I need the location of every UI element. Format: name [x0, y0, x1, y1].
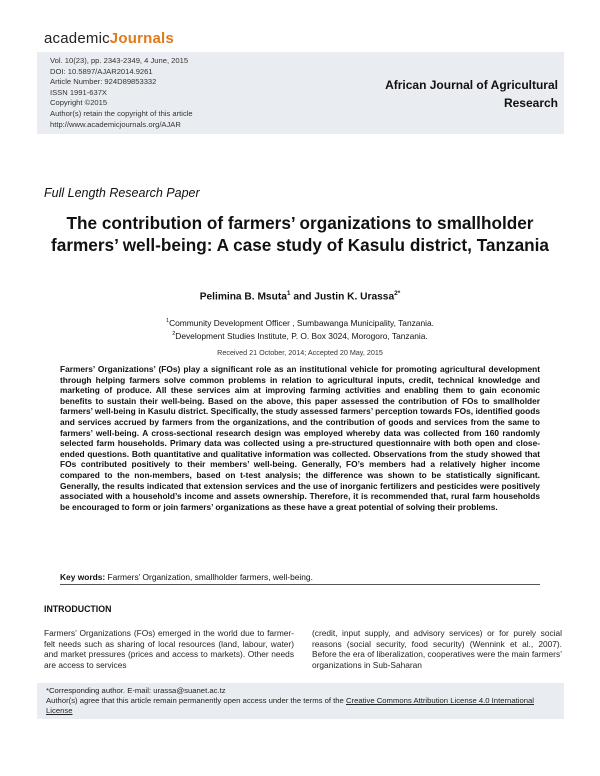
- received-accepted-dates: Received 21 October, 2014; Accepted 20 May, 2015: [217, 348, 383, 357]
- introduction-heading: INTRODUCTION: [44, 604, 112, 614]
- introduction-column-right: (credit, input supply, and advisory services) or for purely social reasons (social security, food security) (Wennink et al., 2007). Before the era of liberalization, cooperatives were the main farmers’ organizations in Sub-Saharan: [312, 628, 562, 670]
- affiliation-2: [0, 329, 600, 342]
- issn: ISSN 1991-637X: [50, 87, 107, 97]
- affiliation-1: [0, 316, 600, 329]
- journal-name-line2: Research: [503, 96, 558, 110]
- author-2: Justin K. Urassa: [314, 291, 395, 303]
- affiliations: [0, 316, 600, 342]
- affiliation-2-mark: 2: [172, 330, 176, 337]
- license-link[interactable]: Creative Commons Attribution License 4.0 International License: [46, 696, 534, 716]
- keywords-divider: [60, 584, 540, 585]
- license-notice: [46, 696, 558, 716]
- copyright: Copyright ©2015: [50, 98, 108, 108]
- article-number: Article Number: 924D89853332: [50, 77, 157, 87]
- article-metadata: [50, 56, 193, 130]
- keywords-text: Farmers’ Organization, smallholder farmers, well-being.: [105, 572, 313, 582]
- keywords: [60, 572, 540, 582]
- publisher-logo-highlight: Journals: [109, 30, 174, 47]
- author-1-affiliation-mark: 1: [286, 290, 291, 297]
- publisher-logo: [44, 30, 174, 47]
- journal-url[interactable]: http://www.academicjournals.org/AJAR: [50, 119, 181, 129]
- journal-name-line1: African Journal of Agricultural: [385, 78, 558, 92]
- affiliation-2-text: Development Studies Institute, P. O. Box 3024, Morogoro, Tanzania.: [175, 330, 428, 341]
- abstract: Farmers’ Organizations’ (FOs) play a significant role as an institutional vehicle for promoting agricultural development through helping farmers solve common problems in relation to agricultural inputs, credit, technical knowledge and marketing of produce. All these services aim at improving farming activities and enabling them to gain economic benefits to sustain their well-being. Based on the above, this paper assessed the contribution of FOs to smallholder farmers’ well-being in Kasulu district. Specifically, the study assessed farmers’ perception towards FOs, identified goods and services accrued by farmers from the organizations, and the contribution of goods and services from the same to farmers’ well-being. A cross-sectional research design was employed whereby data was collected from 160 randomly selected farm households. Primary data was collected using a pre-structured questionnaire with both open and close-ended questions. Both quantitative and qualitative information was collected. Observations from the study showed that FOs contributed positively to their members’ well-being. Generally, FO’s members had a relatively higher income compared to the non-members, based on t-test analysis; the difference was shown to be statistically significant. Generally, the results indicated that extension services and the use of inorganic fertilizers and pesticides were positively associated with a household’s income and assets ownership. Therefore, it is recommended that, rural farm households be encouraged to form or join farmers’ organizations as these have a great potential of solving their problems.: [60, 364, 540, 512]
- introduction-column-left: Farmers’ Organizations (FOs) emerged in the world due to farmer-felt needs such as sharing of local resources (land, labour, water) and market pressures (prices and access to markets). Other needs are access to services: [44, 628, 294, 670]
- affiliation-1-mark: 1: [166, 318, 170, 324]
- journal-name: [328, 76, 558, 112]
- author-2-affiliation-mark: 2*: [394, 290, 401, 297]
- paper-title: The contribution of farmers’ organizations to smallholder farmers’ well-being: A case study of Kasulu district, Tanzania: [51, 213, 549, 255]
- corresponding-author: *Corresponding author. E-mail: urassa@suanet.ac.tz: [46, 686, 226, 695]
- license-prefix: Author(s) agree that this article remain permanently open access under the terms of the: [46, 696, 346, 706]
- author-list: [0, 290, 600, 302]
- doi: DOI: 10.5897/AJAR2014.9261: [50, 66, 153, 76]
- affiliation-1-text: Community Development Officer , Sumbawanga Municipality, Tanzania.: [169, 317, 434, 328]
- author-joiner: and: [290, 291, 315, 303]
- paper-type: Full Length Research Paper: [44, 186, 200, 200]
- volume-info: Vol. 10(23), pp. 2343-2349, 4 June, 2015: [50, 56, 189, 65]
- copyright-notice: Author(s) retain the copyright of this article: [50, 108, 193, 118]
- footnote: [46, 686, 558, 717]
- publisher-logo-prefix: academic: [44, 30, 110, 47]
- keywords-label: Key words:: [60, 572, 106, 582]
- author-1: Pelimina B. Msuta: [199, 291, 287, 303]
